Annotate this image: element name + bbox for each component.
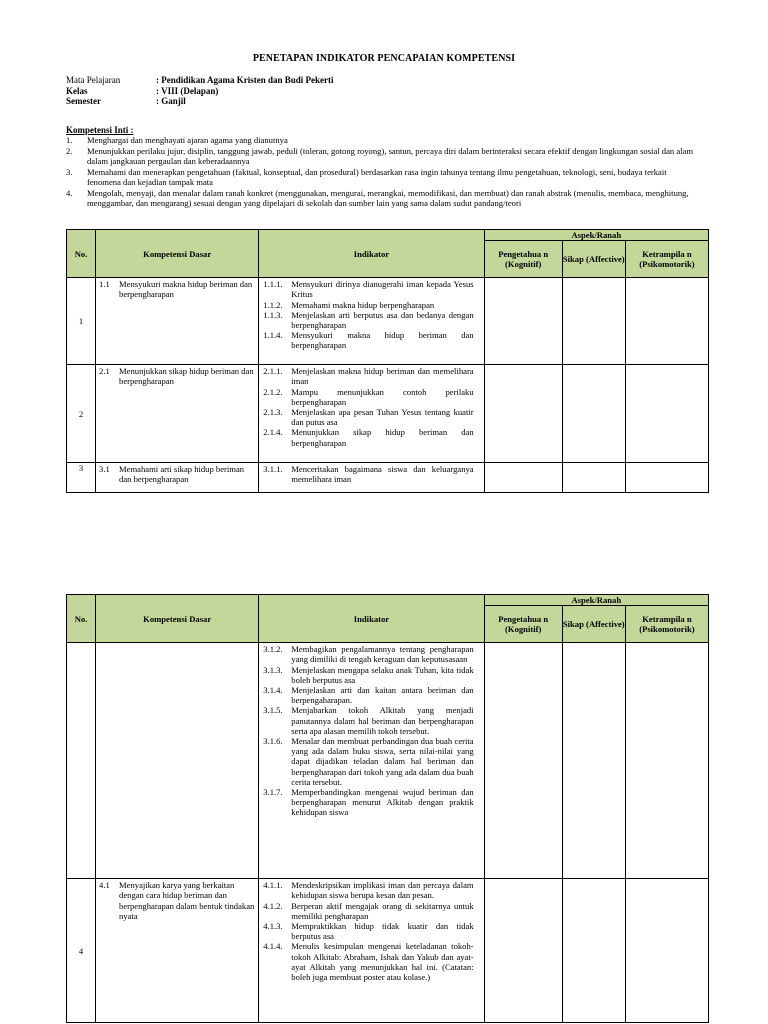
sikap-cell: [562, 278, 625, 365]
indicator-table-2: [66, 594, 709, 1023]
kompetensi-dasar-cell: [96, 879, 259, 1023]
indicator-number: 1.1.2.: [263, 299, 283, 310]
kompetensi-inti-heading: Kompetensi Inti :: [66, 125, 134, 135]
indicator-item: [263, 705, 473, 736]
indicator-number: 4.1.2.: [263, 900, 283, 911]
kd-number: 3.1: [99, 464, 110, 475]
indikator-cell: [259, 643, 484, 879]
indicator-item: [263, 310, 473, 330]
indicator-text: Mempraktikkan hidup tidak kuatir dan tidak berputus asa: [291, 921, 474, 942]
meta-row-class: [66, 86, 334, 97]
header-aspek-ranah: Aspek/Ranah: [484, 595, 708, 606]
indicator-item: [263, 880, 473, 900]
pengetahuan-cell: [484, 278, 562, 365]
indikator-cell: [259, 278, 484, 365]
indicator-number: 2.1.3.: [263, 407, 283, 418]
indicator-text: Menjelaskan mengapa selaku anak Tuhan, kita tidak boleh berputus asa: [291, 664, 474, 685]
indicator-item: [263, 407, 473, 427]
indicator-number: 3.1.2.: [263, 644, 283, 655]
list-item-number: 1.: [66, 135, 73, 145]
kompetensi-dasar-cell: [96, 643, 259, 879]
indicator-text: Membagikan pengalamannya tentang pengharapan yang dimiliki di tengah keraguan dan keputusasaan: [291, 644, 474, 665]
header-kompetensi-dasar: Kompetensi Dasar: [96, 230, 259, 278]
list-item-number: 2.: [66, 145, 73, 156]
indikator-cell: [259, 463, 484, 493]
row-number: 4: [67, 879, 96, 1023]
indicator-number: 1.1.4.: [263, 330, 283, 341]
row-number: [67, 643, 96, 879]
indicator-item: [263, 787, 473, 818]
meta-label: Mata Pelajaran: [66, 75, 121, 85]
row-number: 1: [67, 278, 96, 365]
meta-label: Semester: [66, 96, 101, 106]
indicator-number: 3.1.3.: [263, 664, 283, 675]
indicator-item: [263, 387, 473, 407]
indicator-item: [263, 901, 473, 921]
indicator-number: 3.1.5.: [263, 705, 283, 716]
indicator-text: Mampu menunjukkan contoh perilaku berpengharapan: [291, 386, 474, 407]
pengetahuan-cell: [484, 365, 562, 463]
indicator-text: Menalar dan membuat perbandingan dua buah cerita yang ada dalam buku siswa, serta nilai-nilai yang dapat dijadikan teladan dalam hal beriman dan berpengharapan dari tokoh yang ada dalam dua buah cerita tersebut.: [291, 736, 474, 787]
list-item-text: Menunjukkan perilaku jujur, disiplin, tanggung jawab, peduli (toleran, gotong royong), santun, percaya diri dalam berinteraksi secara efektif dengan lingkungan sosial dan alam dalam jangkauan pergaulan dan keberadaannya: [87, 145, 694, 166]
list-item: [66, 188, 696, 209]
indicator-item: [263, 665, 473, 685]
list-item-number: 3.: [66, 166, 73, 177]
indicator-text: Memperbandingkan mengenai wujud beriman dan berpengharapan menurut Alkitab dengan praktik kehidupan siswa: [291, 787, 474, 818]
header-ketrampilan: Ketrampila n (Psikomotorik): [625, 606, 708, 643]
meta-value: : Pendidikan Agama Kristen dan Budi Pekerti: [156, 75, 334, 85]
indicator-number: 4.1.4.: [263, 941, 283, 952]
indikator-cell: [259, 365, 484, 463]
kd-text: Mensyukuri makna hidup beriman dan berpengharapan: [119, 279, 253, 300]
indicator-item: [263, 941, 473, 982]
header-pengetahuan: Pengetahua n (Kognitif): [484, 241, 562, 278]
pengetahuan-cell: [484, 879, 562, 1023]
indicator-text: Menjabarkan tokoh Alkitab yang menjadi panutannya dalam hal beriman dan berpengharapan serta apa alasan memilih tokoh tersebut.: [291, 705, 474, 736]
list-item: [66, 135, 696, 146]
indicator-number: 4.1.3.: [263, 921, 283, 932]
ketrampilan-cell: [625, 643, 708, 879]
header-no: No.: [67, 595, 96, 643]
header-no: No.: [67, 230, 96, 278]
indicator-number: 4.1.1.: [263, 880, 283, 891]
indicator-item: [263, 464, 473, 484]
pengetahuan-cell: [484, 643, 562, 879]
kd-text: Menyajikan karya yang berkaitan dengan cara hidup beriman dan berpengharapan dalam bentuk tindakan nyata: [119, 880, 255, 921]
ketrampilan-cell: [625, 463, 708, 493]
header-indikator: Indikator: [259, 230, 484, 278]
kompetensi-dasar-cell: [96, 365, 259, 463]
indicator-text: Menulis kesimpulan mengenai keteladanan tokoh-tokoh Alkitab: Abraham, Ishak dan Yakub dan ayat-ayat Alkitab yang menunjukkan hal ini. (Catatan: boleh juga membuat poster atau kolase.): [291, 941, 474, 983]
list-item-text: Mengolah, menyaji, dan menalar dalam ranah konkret (menggunakan, mengurai, merangkai, memodifikasi, dan membuat) dan ranah abstrak (menulis, membaca, menghitung, menggambar, dan mengarang) sesuai dengan yang dipelajari di sekolah dan sumber lain yang sama dalam sudut pandang/teori: [87, 187, 689, 208]
ketrampilan-cell: [625, 278, 708, 365]
sikap-cell: [562, 463, 625, 493]
indicator-number: 1.1.1.: [263, 279, 283, 290]
indicator-text: Mensyukuri dirinya dianugerahi iman kepada Yesus Kritus: [291, 279, 474, 300]
kompetensi-inti-list: [66, 135, 696, 209]
ketrampilan-cell: [625, 365, 708, 463]
list-item-text: Memahami dan menerapkan pengetahuan (faktual, konseptual, dan prosedural) berdasarkan rasa ingin tahunya tentang ilmu pengetahuan, teknologi, seni, budaya terkait fenomena dan kejadian tampak mata: [87, 166, 667, 187]
indicator-table-1: [66, 229, 709, 493]
indicator-text: Mendeskripsikan implikasi iman dan percaya dalam kehidupan siswa berupa kesan dan pesan.: [291, 880, 474, 901]
indicator-text: Menjelaskan arti dan kaitan antara beriman dan berpengaharapan.: [291, 685, 474, 706]
kd-text: Menunjukkan sikap hidup beriman dan berpengharapan: [119, 366, 254, 387]
indicator-number: 3.1.1.: [263, 464, 283, 475]
indicator-item: [263, 685, 473, 705]
table-row: [67, 879, 709, 1023]
row-number: 3: [67, 463, 96, 493]
header-pengetahuan: Pengetahua n (Kognitif): [484, 606, 562, 643]
meta-label: Kelas: [66, 85, 88, 96]
indicator-item: [263, 330, 473, 350]
table-row: [67, 643, 709, 879]
indicator-text: Menjelaskan makna hidup beriman dan memelihara iman: [291, 366, 474, 387]
header-sikap: Sikap (Affective): [562, 241, 625, 278]
indicator-text: Mensyukuri makna hidup beriman dan berpengharapan: [291, 330, 474, 351]
list-item-number: 4.: [66, 187, 73, 198]
indicator-item: [263, 921, 473, 941]
sikap-cell: [562, 365, 625, 463]
indicator-number: 3.1.4.: [263, 685, 283, 696]
indicator-number: 3.1.7.: [263, 787, 283, 798]
ketrampilan-cell: [625, 879, 708, 1023]
sikap-cell: [562, 643, 625, 879]
kompetensi-dasar-cell: [96, 278, 259, 365]
indicator-item: [263, 736, 473, 787]
indicator-text: Berperan aktif mengajak orang di sekitarnya untuk memiliki pengharapan: [291, 900, 474, 921]
kd-number: 1.1: [99, 279, 110, 290]
table-row: [67, 365, 709, 463]
indikator-cell: [259, 879, 484, 1023]
indicator-text: Menceritakan bagaimana siswa dan keluarganya memelihara iman: [291, 464, 474, 485]
table-row: [67, 463, 709, 493]
indicator-item: [263, 300, 473, 310]
indicator-item: [263, 279, 473, 299]
meta-row-subject: [66, 75, 334, 86]
indicator-number: 2.1.2.: [263, 386, 283, 397]
indicator-number: 3.1.6.: [263, 736, 283, 747]
indicator-number: 2.1.1.: [263, 366, 283, 377]
indicator-item: [263, 427, 473, 447]
indicator-item: [263, 644, 473, 664]
kompetensi-dasar-cell: [96, 463, 259, 493]
document-title: PENETAPAN INDIKATOR PENCAPAIAN KOMPETENSI: [252, 53, 516, 64]
indicator-text: Menjelaskan apa pesan Tuhan Yesus tentang kuatir dan putus asa: [291, 407, 474, 428]
meta-row-semester: [66, 96, 334, 107]
header-ketrampilan: Ketrampila n (Psikomotorik): [625, 241, 708, 278]
meta-value: : VIII (Delapan): [156, 85, 219, 96]
kd-number: 2.1: [99, 366, 110, 377]
meta-value: : Ganjil: [156, 96, 186, 106]
header-kompetensi-dasar: Kompetensi Dasar: [96, 595, 259, 643]
indicator-item: [263, 366, 473, 386]
list-item: [66, 167, 696, 188]
row-number: 2: [67, 365, 96, 463]
table-row: [67, 278, 709, 365]
indicator-text: Memahami makna hidup berpengharapan: [291, 299, 435, 310]
header-indikator: Indikator: [259, 595, 484, 643]
indicator-text: Menunjukkan sikap hidup beriman dan berpengharapan: [291, 427, 474, 448]
document-meta: [66, 75, 334, 107]
list-item: [66, 146, 696, 167]
header-aspek-ranah: Aspek/Ranah: [484, 230, 708, 241]
indicator-text: Menjelaskan arti berputus asa dan bedanya dengan berpengharapan: [291, 309, 474, 331]
sikap-cell: [562, 879, 625, 1023]
header-sikap: Sikap (Affective): [562, 606, 625, 643]
kd-number: 4.1: [99, 880, 110, 891]
indicator-number: 1.1.3.: [263, 309, 283, 320]
list-item-text: Menghargai dan menghayati ajaran agama yang dianutnya: [87, 135, 288, 145]
pengetahuan-cell: [484, 463, 562, 493]
kd-text: Memahami arti sikap hidup beriman dan berpengharapan: [119, 464, 245, 485]
indicator-number: 2.1.4.: [263, 427, 283, 438]
